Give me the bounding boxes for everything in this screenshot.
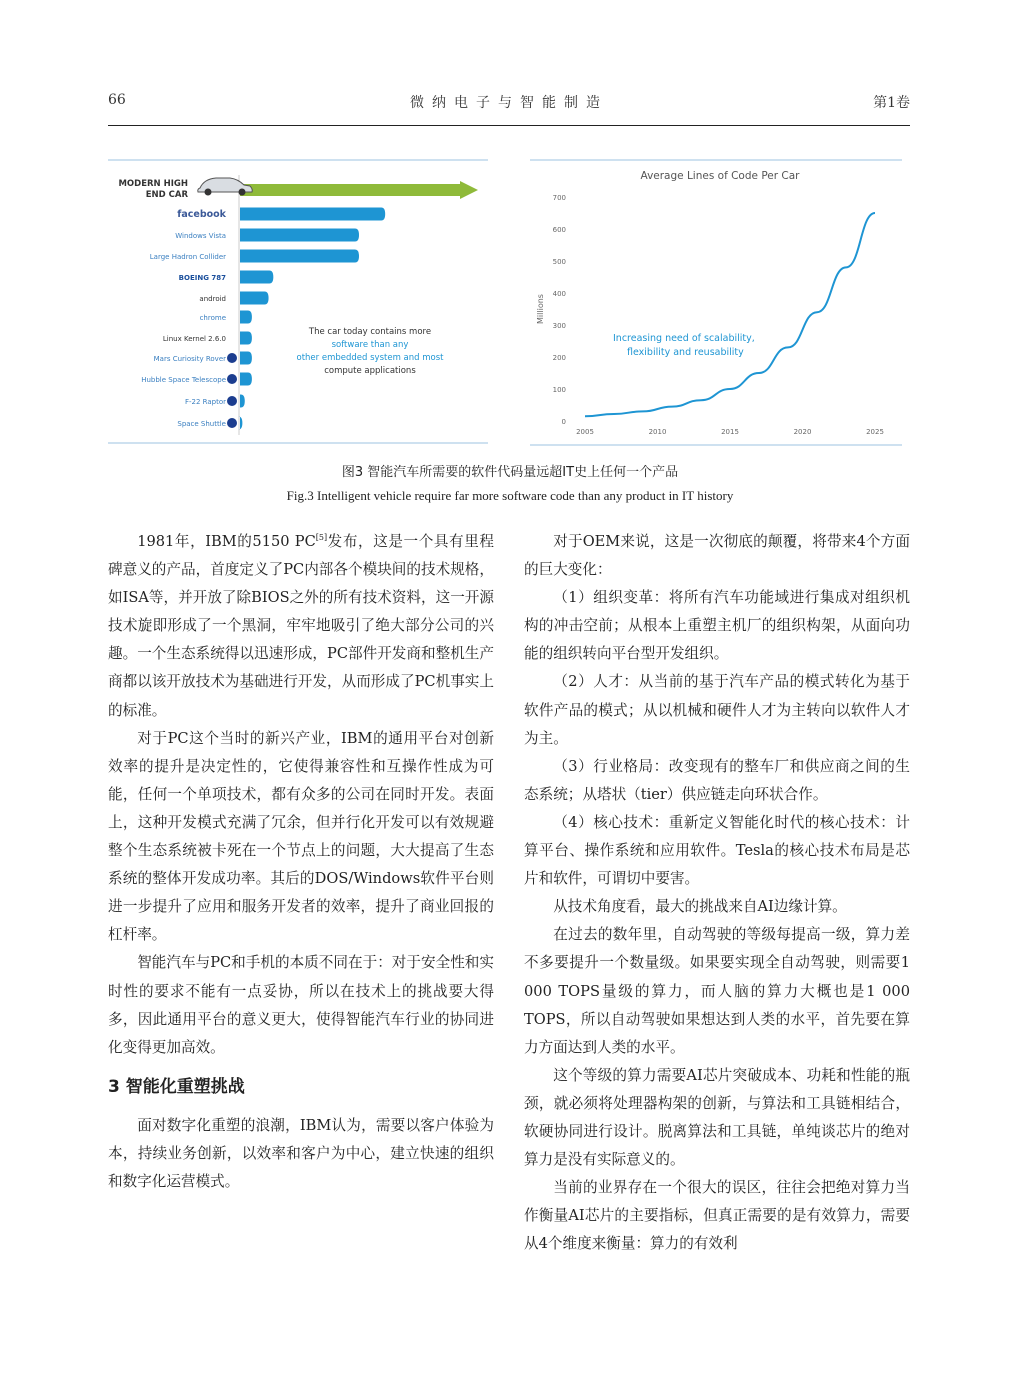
bar-label: MODERN HIGH xyxy=(118,179,188,189)
bar-label: Linux Kernel 2.6.0 xyxy=(162,335,226,343)
body-paragraph: （1）组织变革：将所有汽车功能域进行集成对组织机构的冲击空前；从根本上重塑主机厂的组织构架，从面向功能的组织转向平台型开发组织。 xyxy=(524,589,910,663)
page-number: 66 xyxy=(108,92,126,108)
chart-annotation-line: compute applications xyxy=(324,366,416,376)
logo-badge-icon xyxy=(227,353,237,363)
logo-badge-icon xyxy=(227,418,237,428)
chart-annotation-line: software than any xyxy=(331,340,409,350)
bar-label: android xyxy=(199,295,226,303)
body-paragraph: 在过去的数年里，自动驾驶的等级每提高一级，算力差不多要提升一个数量级。如果要实现全自动驾驶，则需要1 000 TOPS量级的算力，而人脑的算力大概也是1 000 TOPS，所以自动驾驶如果想达到人类的水平，首先要在算力方面达到人类的水平。 xyxy=(524,926,910,1056)
body-paragraph: （2）人才：从当前的基于汽车产品的模式转化为基于软件产品的模式；从以机械和硬件人才为主转向以软件人才为主。 xyxy=(524,673,910,747)
bar-label: END CAR xyxy=(145,190,188,200)
page-header xyxy=(108,88,910,114)
section-heading: 3 智能化重塑挑战 xyxy=(108,1076,245,1097)
bar-label: BOEING 787 xyxy=(178,274,226,282)
chart-annotation-line: Increasing need of scalability, xyxy=(613,333,755,344)
lines-of-code-line-chart xyxy=(530,155,910,450)
figure-3 xyxy=(108,155,910,450)
bar-label: Windows Vista xyxy=(175,232,226,240)
header-rule xyxy=(108,125,910,126)
bar xyxy=(240,208,385,221)
body-paragraph: 对于OEM来说，这是一次彻底的颠覆，将带来4个方面的巨大变化： xyxy=(524,533,910,579)
bar-label: Large Hadron Collider xyxy=(149,253,226,261)
x-tick-label: 2010 xyxy=(648,428,667,436)
software-size-bar-chart xyxy=(108,155,498,450)
bar-label: chrome xyxy=(199,314,226,322)
y-axis-label: Millions xyxy=(536,294,545,324)
body-paragraph: （3）行业格局：改变现有的整车厂和供应商之间的生态系统；从塔状（tier）供应链走向环状合作。 xyxy=(524,757,910,803)
journal-title: 微纳电子与智能制造 xyxy=(410,95,608,111)
y-tick-label: 400 xyxy=(552,290,566,298)
bar xyxy=(240,292,269,305)
x-tick-label: 2020 xyxy=(793,428,812,436)
bar-label: Hubble Space Telescope xyxy=(141,376,226,384)
y-tick-label: 500 xyxy=(552,258,566,266)
y-tick-label: 200 xyxy=(552,354,566,362)
chart-annotation-line: flexibility and reusability xyxy=(627,347,744,358)
citation-ref: [5] xyxy=(315,533,328,543)
y-tick-label: 600 xyxy=(552,226,566,234)
car-wheel-icon xyxy=(239,189,246,196)
bar xyxy=(240,250,359,263)
body-paragraph: 从技术角度看，最大的挑战来自AI边缘计算。 xyxy=(553,898,847,916)
y-tick-label: 0 xyxy=(561,418,566,426)
bar xyxy=(240,332,252,345)
bar xyxy=(240,373,252,386)
x-tick-label: 2015 xyxy=(721,428,739,436)
x-tick-label: 2025 xyxy=(866,428,884,436)
bar xyxy=(240,271,273,284)
logo-badge-icon xyxy=(227,396,237,406)
body-paragraph: 这个等级的算力需要AI芯片突破成本、功耗和性能的瓶颈，就必须将处理器构架的创新，与算法和工具链相结合，软硬协同进行设计。脱离算法和工具链，单纯谈芯片的绝对算力是没有实际意义的。 xyxy=(524,1066,910,1169)
bar-label: Space Shuttle xyxy=(177,420,226,428)
body-paragraph: 面对数字化重塑的浪潮，IBM认为，需要以客户体验为本，持续业务创新，以效率和客户为中心，建立快速的组织和数字化运营模式。 xyxy=(108,1116,494,1190)
body-paragraph: 1981年，IBM的5150 PC[5]发布，这是一个具有里程碑意义的产品，首度定义了PC内部各个模块间的技术规格，如ISA等，并开放了除BIOS之外的所有技术资料，这一开源技术旋即形成了一个黑洞，牢牢地吸引了绝大部分公司的兴趣。一个生态系统得以迅速形成，PC部件开发商和整机生产商都以该开放技术为基础进行开发，从而形成了PC机事实上的标准。 xyxy=(108,533,494,719)
body-paragraph: 智能汽车与PC和手机的本质不同在于：对于安全性和实时性的要求不能有一点妥协，所以在技术上的挑战要大得多，因此通用平台的意义更大，使得智能汽车行业的协同进化变得更加高效。 xyxy=(108,954,494,1056)
bar xyxy=(240,229,359,242)
body-paragraph: 对于PC这个当时的新兴产业，IBM的通用平台对创新效率的提升是决定性的，它使得兼容性和互操作性成为可能，任何一个单项技术，都有众多的公司在同时开发。表面上，这种开发模式充满了冗余，但并行化开发可以有效规避整个生态系统被卡死在一个节点上的问题，大大提高了生态系统的整体开发成功率。其后的DOS/Windows软件平台则进一步提升了应用和服务开发者的效率，提升了商业回报的杠杆率。 xyxy=(108,729,494,944)
body-paragraph: （4）核心技术：重新定义智能化时代的核心技术：计算平台、操作系统和应用软件。Tesla的核心技术布局是芯片和软件，可谓切中要害。 xyxy=(524,813,910,888)
car-wheel-icon xyxy=(205,189,212,196)
bar xyxy=(240,311,252,324)
bar xyxy=(240,352,252,365)
volume-label: 第1卷 xyxy=(873,95,910,111)
logo-badge-icon xyxy=(227,374,237,384)
figure-caption-cn: 图3 智能汽车所需要的软件代码量远超IT史上任何一个产品 xyxy=(341,465,679,480)
chart-annotation-line: other embedded system and most xyxy=(296,353,444,363)
bar-label: Mars Curiosity Rover xyxy=(153,355,226,363)
y-tick-label: 700 xyxy=(552,194,566,202)
bar-label: facebook xyxy=(177,209,226,220)
chart-annotation-line: The car today contains more xyxy=(308,327,432,337)
x-tick-label: 2005 xyxy=(576,428,594,436)
chart-title: Average Lines of Code Per Car xyxy=(640,170,800,182)
body-column-right xyxy=(524,528,910,1258)
series-line xyxy=(585,213,875,416)
bar-label: F-22 Raptor xyxy=(184,398,226,406)
body-column-left xyxy=(108,528,494,1196)
y-tick-label: 100 xyxy=(552,386,566,394)
figure-caption-en: Fig.3 Intelligent vehicle require far more software code than any product in IT history xyxy=(286,488,734,503)
body-paragraph: 当前的业界存在一个很大的误区，往往会把绝对算力当作衡量AI芯片的主要指标，但真正需要的是有效算力，需要从4个维度来衡量：算力的有效利 xyxy=(524,1179,910,1253)
y-tick-label: 300 xyxy=(552,322,566,330)
